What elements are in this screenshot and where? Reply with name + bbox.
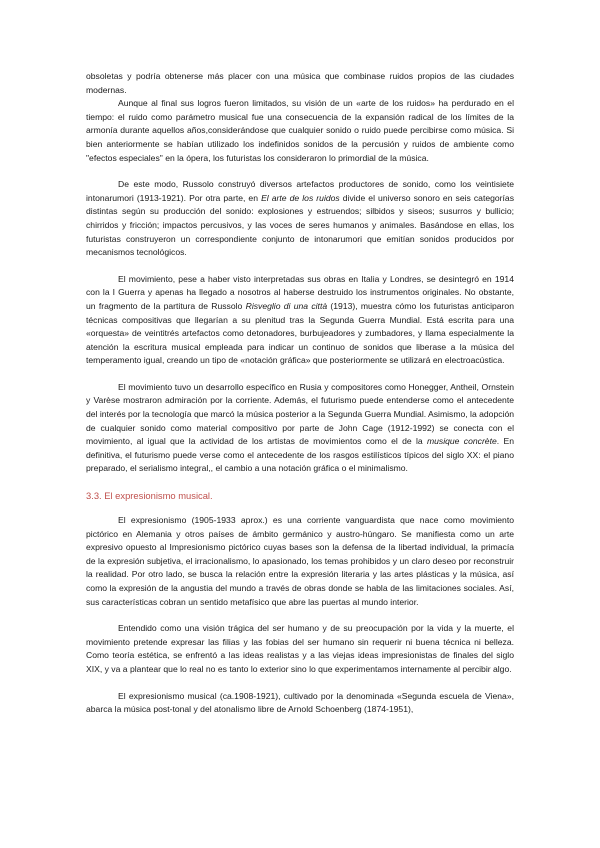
paragraph-text: De este modo, Russolo construyó diversos artefactos productores de sonido, como los veintisiete intonarumori (1913-1921). Por otra parte, en <box>86 179 514 203</box>
paragraph-text: (1913), muestra cómo los futuristas anticiparon técnicas compositivas que llegarían a su plenitud tras la Segunda Guerra Mundial. Está escrita para una «orquesta» de veintitrés artefactos como detonadores, burbujeadores y zumbadores, y llama especialmente la atención la escritura musical empleada para indicar un continuo de sonidos que liberase a la música del temperamento igual, creando un tipo de «notación gráfica» que posteriormente se utilizará en electroacústica. <box>86 300 514 366</box>
paragraph-arte-de-los-ruidos: Aunque al final sus logros fueron limitados, su visión de un «arte de los ruidos» ha perdurado en el tiempo: el ruido como parámetro musical fue una consecuencia de la expansión radical de los límites de la armonía durante aquellos años,considerándose que cualquier sonido o ruido puede percibirse como música. Si bien anteriormente se habían utilizado los indefinidos sonidos de la percusión y ruidos de ambiente como "efectos especiales" en la ópera, los futuristas los consideraron lo primordial de la música. <box>86 98 514 163</box>
paragraph-expresionismo: El expresionismo (1905-1933 aprox.) es una corriente vanguardista que nace como movimiento pictórico en Alemania y otros países de ámbito germánico y austro-húngaro. Se manifiesta como un arte expresivo opuesto al Impresionismo pictórico cuyas bases son la defensa de la libertad individual, la primacía de la expresión subjetiva, el irracionalismo, lo apasionado, los temas prohibidos y un claro deseo por reconstruir la realidad. Por otro lado, se busca la relación entre la expresión literaria y las artes plásticas y la música, así como la expresión de la angustia del mundo a través de obras donde se habla de las limitaciones sociales. Así, sus características cobran un sentido metafísico que abre las puertas al mundo interior. <box>86 515 514 607</box>
paragraph-text: El movimiento tuvo un desarrollo específico en Rusia y compositores como Honegger, Antheil, Ornstein y Varèse mostraron admiración por la corriente. Además, el futurismo puede entenderse como el antecedente del interés por la tecnología que marcó la música posterior a la Segunda Guerra Mundial. Asimismo, la adopción de cualquier sonido como material compositivo por parte de John Cage (1912-1992) se conecta con el movimiento, al igual que la actividad de los artistas de movimientos como el de la <box>86 381 515 447</box>
paragraph-text: divide el universo sonoro en seis categorías distintas según su producción del sonido: explosiones y estruendos; silbidos y siseos; susurros y bullicio; chirridos y fricción; impactos percusivos, y las voces de seres humanos y animales. Basándose en ellas, los futuristas construyeron un correspondiente conjunto de intonarumori que emitían sonidos producidos por mecanismos tecnológicos. <box>86 192 515 258</box>
work-title: musique concrète <box>426 436 497 447</box>
paragraph-continuation: obsoletas y podría obtenerse más placer con una música que combinase ruidos propios de las ciudades modernas. <box>86 71 514 95</box>
paragraph-vision-tragica: Entendido como una visión trágica del ser humano y de su preocupación por la vida y la muerte, el movimiento pretende expresar las filias y las fobias del ser humano sin requerir ni buena técnica ni belleza. Como teoría estética, se enfrentó a las ideas realistas y a las viejas ideas impresionistas de finales del siglo XIX, y va a plantear que lo real no es tanto lo exterior sino lo que experimentamos internamente al percibir algo. <box>86 623 514 674</box>
paragraph-text: El movimiento, pese a haber visto interpretadas sus obras en Italia y Londres, se desintegró en 1914 con la I Guerra y apenas ha llegado a nosotros al haberse destruido los instrumentos originales. No obstante, un fragmento de la partitura de Russolo <box>86 273 514 311</box>
work-title: Risveglio di una città <box>245 300 328 311</box>
paragraph-expresionismo-musical: El expresionismo musical (ca.1908-1921), cultivado por la denominada «Segunda escuela de Viena», abarca la música post-tonal y del atonalismo libre de Arnold Schoenberg (1874-1951), <box>86 690 514 715</box>
section-heading: 3.3. El expresionismo musical. <box>86 490 213 502</box>
paragraph-desarrollo <box>86 381 514 476</box>
paragraph-intonarumori <box>86 178 514 260</box>
paragraph-desintegracion <box>86 273 514 368</box>
paragraph-text: . En definitiva, el futurismo puede verse como el antecedente de los rasgos estilísticos típicos del siglo XX: el piano preparado, el serialismo integral,, el cambio a una notación gráfica o el minimalismo. <box>86 436 514 474</box>
work-title: El arte de los ruidos <box>261 192 340 203</box>
